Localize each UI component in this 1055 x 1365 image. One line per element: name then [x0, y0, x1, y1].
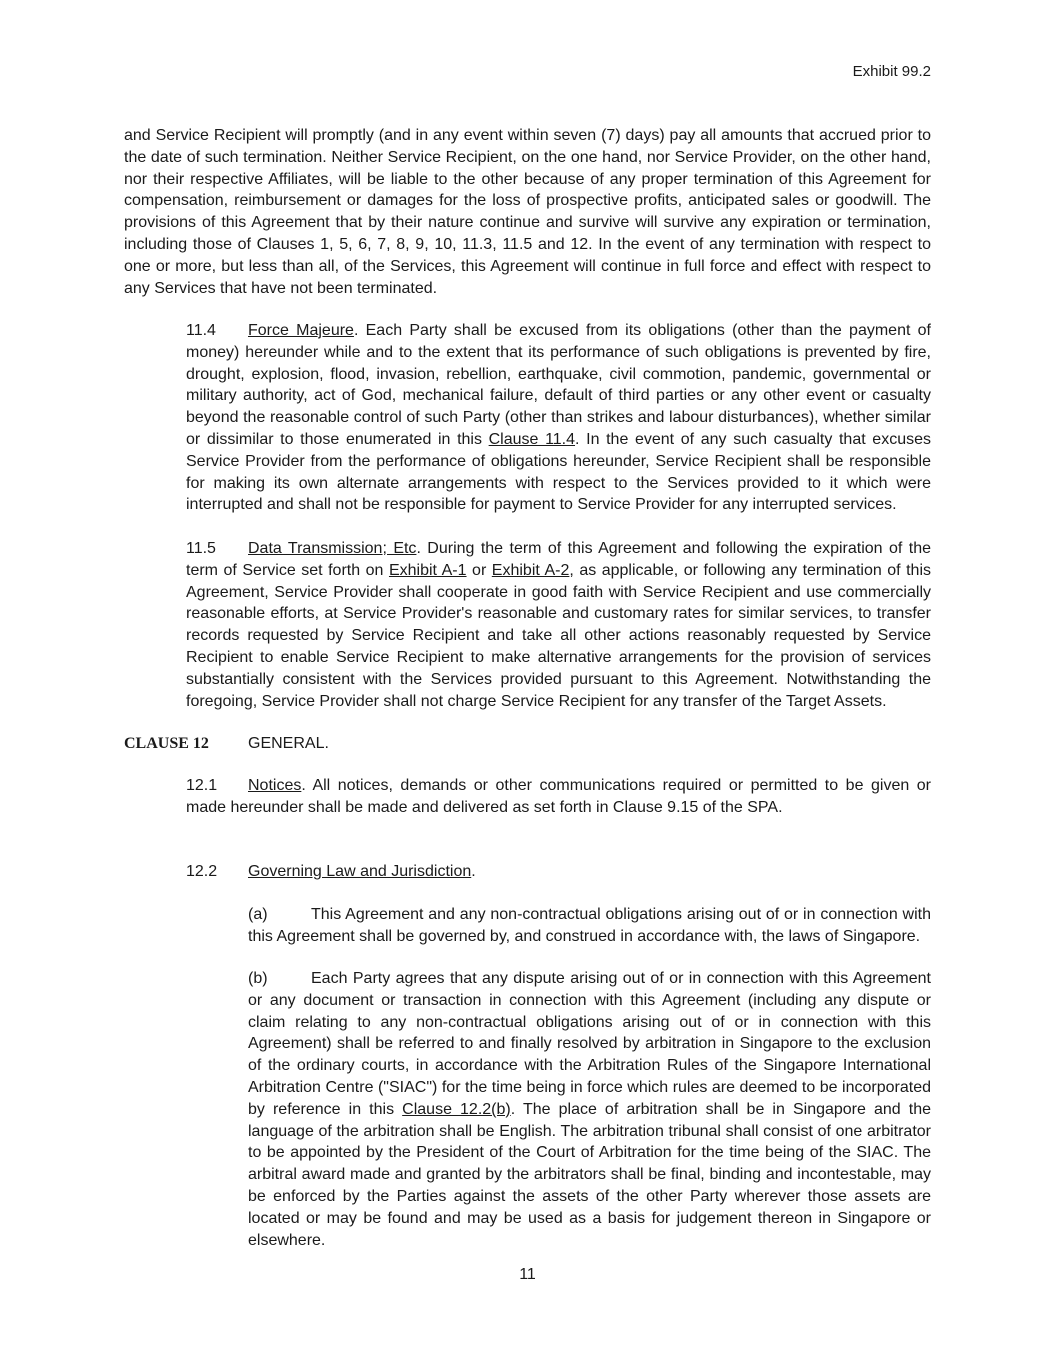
section-text: . All notices, demands or other communications required or permitted to be given or made hereunder shall be made and delivered as set forth in Clause 9.15 of the SPA. — [186, 777, 931, 816]
section-text: . In the event of any such casualty that excuses Service Provider from the performance of obligations hereunder, Service Recipient shall be responsible for making its own alternate arrangements with respect to the Services provided to it which were interrupted and shall not be responsible for payment to Service Provider for any interrupted services. — [186, 430, 931, 514]
section-11-4 — [124, 320, 931, 516]
page-number: 11 — [519, 1266, 536, 1283]
section-title: Governing Law and Jurisdiction — [248, 863, 472, 880]
section-number: 12.2 — [186, 863, 218, 880]
subsection-text: This Agreement and any non-contractual obligations arising out of or in connection with this Agreement shall be governed by, and construed in accordance with, the laws of Singapore. — [248, 906, 931, 945]
subsection-text: . The place of arbitration shall be in Singapore and the language of the arbitration shall be English. The arbitration tribunal shall consist of one arbitrator to be appointed by the President of the Court of Arbitration for the time being of the SIAC. The arbitral award made and granted by the arbitrators shall be final, binding and incontestable, may be enforced by the Parties against the assets of the other Party wherever those assets are located or may be found and may be used as a basis for judgement thereon in Singapore or elsewhere. — [248, 1100, 931, 1249]
section-11-5 — [124, 538, 931, 712]
section-12-1-paragraph — [124, 775, 931, 819]
exhibit-reference: Exhibit A-1 — [388, 561, 467, 579]
intro-paragraph-block — [124, 125, 931, 299]
subsection-text: Each Party agrees that any dispute arising out of or in connection with this Agreement or any document or transaction in connection with this Agreement (including any dispute or claim relating to any non-contractual obligations arising out of or in connection with this Agreement) shall be referred to and finally resolved by arbitration in Singapore to the exclusion of the ordinary courts, in accordance with the Arbitration Rules of the Singapore International Arbitration Centre ("SIAC") for the time being in force which rules are deemed to be incorporated by reference in this — [248, 970, 931, 1118]
clause-title: GENERAL. — [248, 735, 329, 752]
intro-paragraph: and Service Recipient will promptly (and in any event within seven (7) days) pay all amounts that accrued prior to the date of such termination. Neither Service Recipient, on the one hand, nor Service Provider, on the other hand, nor their respective Affiliates, will be liable to the other because of any proper termination of this Agreement for compensation, reimbursement or damages for the loss of prospective profits, anticipated sales or goodwill. The provisions of this Agreement that by their nature continue and survive will survive any expiration or termination, including those of Clauses 1, 5, 6, 7, 8, 9, 10, 11.3, 11.5 and 12. In the event of any termination with respect to one or more, but less than all, of the Services, this Agreement will continue in full force and effect with respect to any Services that have not been terminated. — [124, 127, 931, 297]
clause-label: CLAUSE 12 — [124, 735, 209, 752]
section-number: 11.5 — [186, 540, 216, 557]
exhibit-reference: Exhibit A-2 — [491, 561, 570, 579]
section-11-5-paragraph — [124, 538, 931, 712]
section-12-2-b — [124, 968, 931, 1251]
section-12-2 — [124, 861, 931, 883]
section-title: Notices — [248, 777, 302, 794]
section-text: or — [466, 561, 492, 579]
section-12-2-a — [124, 904, 931, 948]
section-12-2-heading — [124, 861, 931, 883]
clause-reference: Clause 11.4 — [488, 430, 576, 448]
section-text: , as applicable, or following any termination of this Agreement, Service Provider shall cooperate in good faith with Service Recipient and use commercially reasonable efforts, at Service Provider's reasonable and customary rates for similar services, to transfer records requested by Service Recipient and take all other actions reasonably requested by Service Recipient to enable Service Recipient to make alternative arrangements for the provision of services substantially consistent with the Services provided pursuant to this Agreement. Notwithstanding the foregoing, Service Provider shall not charge Service Recipient for any transfer of the Target Assets. — [186, 561, 932, 710]
section-12-1 — [124, 775, 931, 819]
section-title: Data Transmission; Etc — [248, 540, 417, 557]
section-title: Force Majeure — [248, 322, 354, 339]
subsection-number: (b) — [248, 970, 268, 987]
section-number: 12.1 — [186, 777, 218, 794]
section-title-suffix: . — [471, 863, 476, 880]
section-number: 11.4 — [186, 322, 216, 339]
section-text: . Each Party shall be excused from its obligations (other than the payment of money) hereunder while and to the extent that its performance of such obligations is prevented by fire, drought, explosion, flood, invasion, rebellion, earthquake, civil commotion, pandemic, governmental or military authority, act of God, mechanical failure, default of third parties or any other event or casualty beyond the reasonable control of such Party (other than strikes and labour disturbances), whether similar or dissimilar to those enumerated in this — [186, 322, 932, 448]
section-12-2-b-paragraph — [124, 968, 931, 1251]
section-text: . During the term of this Agreement and following the expiration of the term of Service set forth on — [186, 540, 931, 579]
section-12-2-a-paragraph — [124, 904, 931, 948]
clause-12-heading — [124, 733, 329, 754]
subsection-number: (a) — [248, 906, 268, 923]
exhibit-label: Exhibit 99.2 — [852, 63, 931, 80]
section-11-4-paragraph — [124, 320, 931, 516]
clause-reference: Clause 12.2(b) — [402, 1100, 511, 1118]
